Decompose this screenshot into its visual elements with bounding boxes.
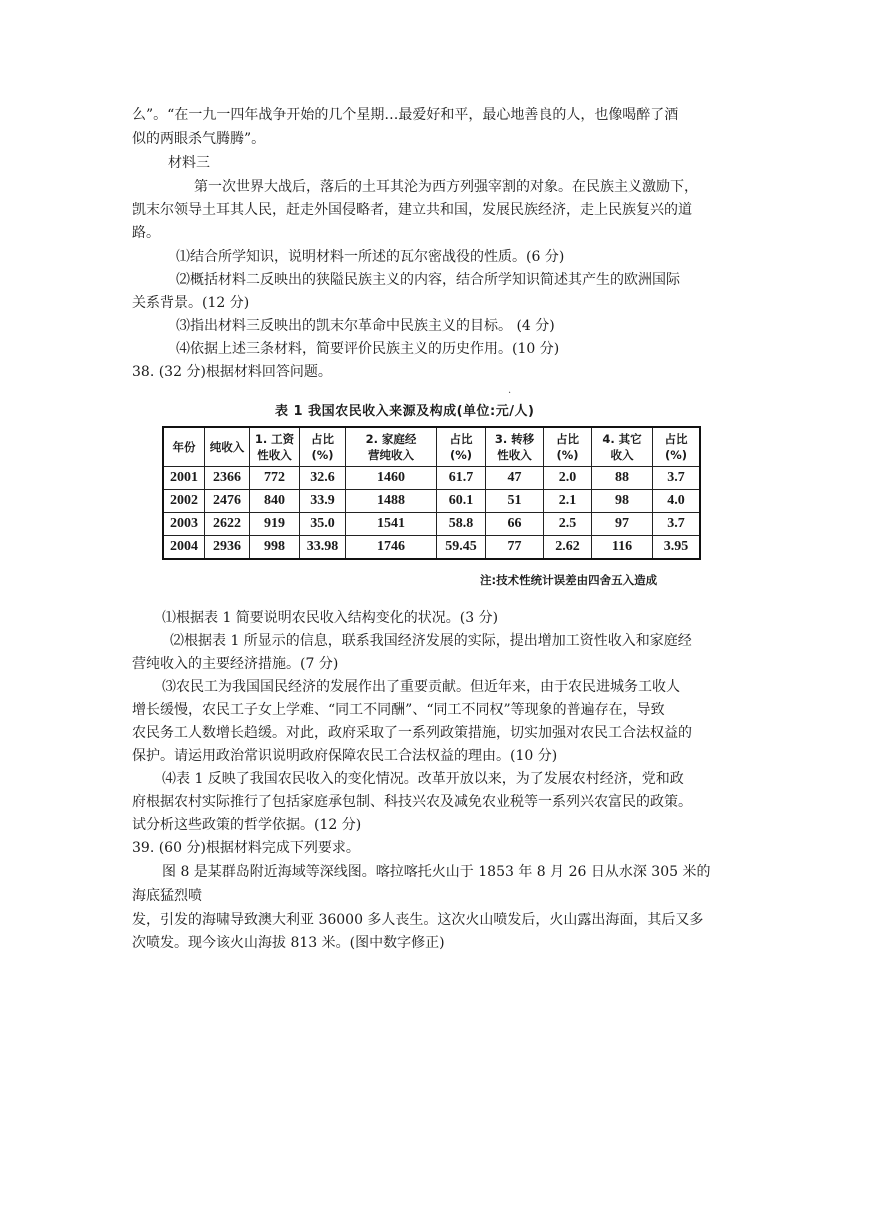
- header-share: 占比 (%): [437, 427, 486, 467]
- cell-household-income: 1541: [346, 513, 437, 536]
- table-row: [163, 536, 700, 560]
- question-line: ⑶指出材料三反映出的凯末尔革命中民族主义的目标。 (4 分): [176, 318, 555, 334]
- table-note: 注:技术性统计误差由四舍五入造成: [480, 573, 658, 587]
- cell-household-income: 1488: [346, 490, 437, 513]
- text-line: 次喷发。现今该火山海拔 813 米。(图中数字修正): [132, 935, 445, 951]
- table-header-row: [163, 427, 700, 467]
- text-line: 海底猛烈喷: [132, 888, 202, 904]
- table-row: [163, 513, 700, 536]
- cell-year: 2001: [163, 467, 205, 490]
- text-line: 发，引发的海啸导致澳大利亚 36000 多人丧生。这次火山喷发后，火山露出海面，其后又多: [132, 912, 704, 928]
- cell-other-share: 4.0: [653, 490, 701, 513]
- cell-transfer-income: 47: [486, 467, 544, 490]
- header-net-income: 纯收入: [205, 427, 250, 467]
- question-line: 增长缓慢，农民工子女上学难、“同工不同酬”、“同工不同权”等现象的普遍存在，导致: [132, 702, 665, 718]
- question-line: 试分析这些政策的哲学依据。(12 分): [132, 817, 362, 833]
- question-line: 农民务工人数增长趋缓。对此，政府采取了一系列政策措施，切实加强对农民工合法权益的: [132, 725, 692, 741]
- header-other-income: 4. 其它 收入: [592, 427, 653, 467]
- question-line: ⑵概括材料二反映出的狭隘民族主义的内容，结合所学知识简述其产生的欧洲国际: [176, 272, 680, 288]
- cell-transfer-income: 51: [486, 490, 544, 513]
- cell-year: 2004: [163, 536, 205, 560]
- scan-speck: ·: [508, 388, 512, 399]
- cell-other-income: 98: [592, 490, 653, 513]
- cell-other-share: 3.7: [653, 513, 701, 536]
- header-share: 占比 (%): [300, 427, 346, 467]
- cell-other-share: 3.7: [653, 467, 701, 490]
- header-wage-income: 1. 工资 性收入: [250, 427, 300, 467]
- question-line: 营纯收入的主要经济措施。(7 分): [132, 656, 339, 672]
- cell-wage-share: 32.6: [300, 467, 346, 490]
- text-line: 凯末尔领导土耳其人民，赶走外国侵略者，建立共和国，发展民族经济，走上民族复兴的道: [132, 202, 692, 218]
- cell-other-income: 88: [592, 467, 653, 490]
- header-share: 占比 (%): [653, 427, 701, 467]
- text-line: 路。: [132, 225, 160, 241]
- cell-transfer-share: 2.62: [544, 536, 592, 560]
- cell-year: 2002: [163, 490, 205, 513]
- cell-household-share: 61.7: [437, 467, 486, 490]
- cell-transfer-share: 2.5: [544, 513, 592, 536]
- question-heading: 39. (60 分)根据材料完成下列要求。: [132, 840, 360, 856]
- question-line: ⑴根据表 1 简要说明农民收入结构变化的状况。(3 分): [162, 610, 499, 626]
- cell-household-share: 58.8: [437, 513, 486, 536]
- cell-wage-income: 772: [250, 467, 300, 490]
- header-household-income: 2. 家庭经 营纯收入: [346, 427, 437, 467]
- cell-transfer-income: 66: [486, 513, 544, 536]
- cell-year: 2003: [163, 513, 205, 536]
- cell-household-share: 60.1: [437, 490, 486, 513]
- text-line: 么”。“在一九一四年战争开始的几个星期…最爱好和平，最心地善良的人，也像喝醉了酒: [132, 107, 679, 123]
- cell-other-income: 97: [592, 513, 653, 536]
- header-year: 年份: [163, 427, 205, 467]
- cell-household-income: 1746: [346, 536, 437, 560]
- question-line: 保护。请运用政治常识说明政府保障农民工合法权益的理由。(10 分): [132, 748, 558, 764]
- cell-household-share: 59.45: [437, 536, 486, 560]
- cell-other-income: 116: [592, 536, 653, 560]
- table-row: [163, 467, 700, 490]
- cell-transfer-share: 2.1: [544, 490, 592, 513]
- header-transfer-income: 3. 转移 性收入: [486, 427, 544, 467]
- cell-net-income: 2366: [205, 467, 250, 490]
- cell-wage-income: 919: [250, 513, 300, 536]
- section-heading: 材料三: [168, 155, 210, 171]
- text-line: 似的两眼杀气腾腾”。: [132, 131, 266, 147]
- cell-wage-income: 840: [250, 490, 300, 513]
- question-line: ⑵根据表 1 所显示的信息，联系我国经济发展的实际，提出增加工资性收入和家庭经: [170, 633, 692, 649]
- cell-wage-income: 998: [250, 536, 300, 560]
- question-line: ⑴结合所学知识，说明材料一所述的瓦尔密战役的性质。(6 分): [176, 249, 565, 265]
- cell-net-income: 2622: [205, 513, 250, 536]
- header-share: 占比 (%): [544, 427, 592, 467]
- cell-net-income: 2936: [205, 536, 250, 560]
- cell-transfer-share: 2.0: [544, 467, 592, 490]
- cell-wage-share: 35.0: [300, 513, 346, 536]
- table-title: 表 1 我国农民收入来源及构成(单位:元/人): [275, 404, 535, 419]
- question-line: ⑷依据上述三条材料，简要评价民族主义的历史作用。(10 分): [176, 341, 560, 357]
- question-heading: 38. (32 分)根据材料回答问题。: [132, 364, 332, 380]
- question-line: ⑷表 1 反映了我国农民收入的变化情况。改革开放以来，为了发展农村经济，党和政: [162, 771, 684, 787]
- question-line: 府根据农村实际推行了包括家庭承包制、科技兴农及减免农业税等一系列兴农富民的政策。: [132, 794, 692, 810]
- cell-net-income: 2476: [205, 490, 250, 513]
- cell-transfer-income: 77: [486, 536, 544, 560]
- text-line: 图 8 是某群岛附近海域等深线图。喀拉喀托火山于 1853 年 8 月 26 日从水深 305 米的: [162, 864, 711, 880]
- cell-household-income: 1460: [346, 467, 437, 490]
- cell-wage-share: 33.9: [300, 490, 346, 513]
- cell-wage-share: 33.98: [300, 536, 346, 560]
- question-line: ⑶农民工为我国国民经济的发展作出了重要贡献。但近年来，由于农民进城务工收人: [162, 679, 680, 695]
- income-table: [162, 426, 701, 560]
- cell-other-share: 3.95: [653, 536, 701, 560]
- question-line: 关系背景。(12 分): [132, 295, 250, 311]
- table-row: [163, 490, 700, 513]
- text-line: 第一次世界大战后，落后的土耳其沦为西方列强宰割的对象。在民族主义激励下，: [194, 179, 698, 195]
